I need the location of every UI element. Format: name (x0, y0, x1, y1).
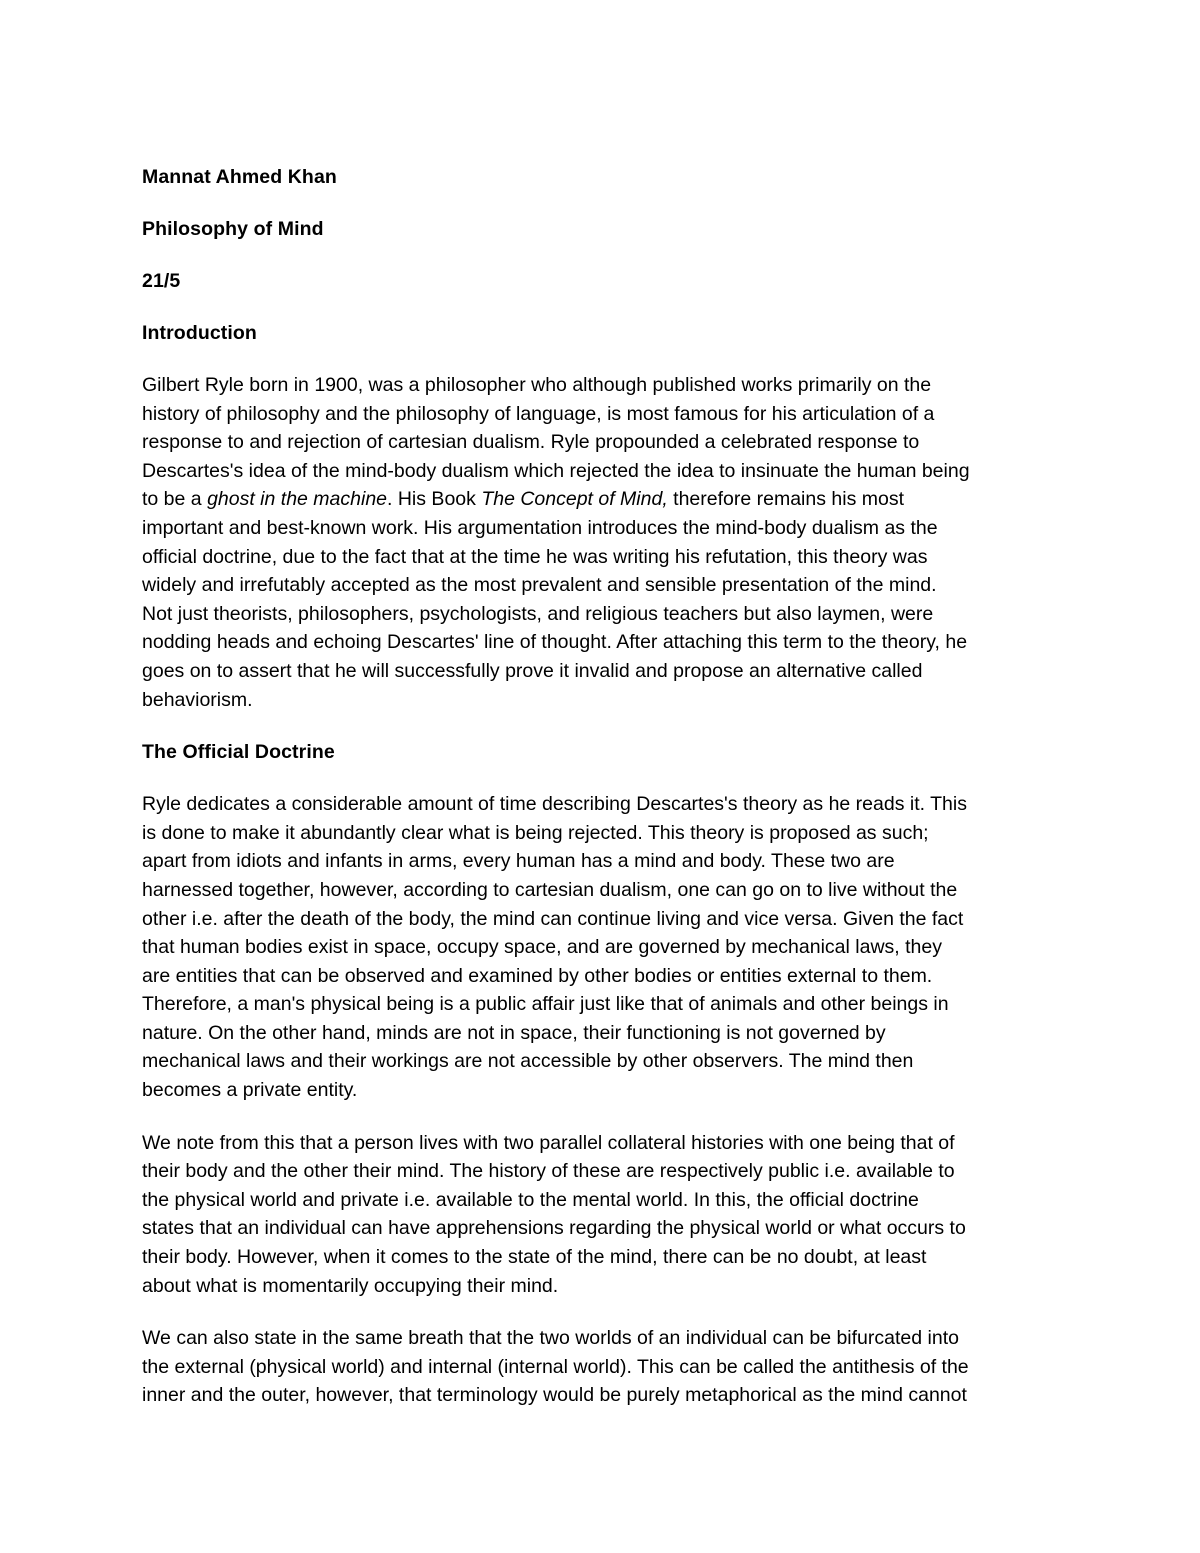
text-line: important and best-known work. His argumentation introduces the mind-body dualism as the (142, 516, 938, 539)
text-line: widely and irrefutably accepted as the most prevalent and sensible presentation of the mind. (142, 574, 937, 597)
text-line: their body. However, when it comes to the state of the mind, there can be no doubt, at least (142, 1246, 927, 1269)
document-page (142, 163, 1062, 1434)
paragraph-official-doctrine-2 (142, 1129, 1062, 1301)
paragraph-official-doctrine-3 (142, 1324, 1062, 1410)
text-line: inner and the outer, however, that terminology would be purely metaphorical as the mind cannot (142, 1384, 967, 1407)
text-line: becomes a private entity. (142, 1079, 358, 1102)
text-line: goes on to assert that he will successfully prove it invalid and propose an alternative called (142, 659, 923, 682)
text-line: the physical world and private i.e. available to the mental world. In this, the official doctrine (142, 1188, 919, 1211)
text-line: their body and the other their mind. The history of these are respectively public i.e. available to (142, 1160, 955, 1183)
text-line: We can also state in the same breath that the two worlds of an individual can be bifurcated into (142, 1327, 959, 1350)
text-line: that human bodies exist in space, occupy space, and are governed by mechanical laws, they (142, 936, 942, 959)
paragraph-introduction (142, 371, 1062, 714)
text-line: history of philosophy and the philosophy of language, is most famous for his articulation of a (142, 402, 935, 425)
text-line: official doctrine, due to the fact that at the time he was writing his refutation, this theory was (142, 545, 928, 568)
document-date: 21/5 (142, 270, 181, 292)
text-line: behaviorism. (142, 688, 253, 711)
text-line: about what is momentarily occupying their mind. (142, 1274, 559, 1297)
text-line: harnessed together, however, according to cartesian dualism, one can go on to live without the (142, 878, 958, 901)
text-line: mechanical laws and their workings are not accessible by other observers. The mind then (142, 1050, 914, 1073)
text-line: Ryle dedicates a considerable amount of time describing Descartes's theory as he reads it. This (142, 793, 967, 816)
course-title: Philosophy of Mind (142, 218, 324, 240)
text-line: nature. On the other hand, minds are not in space, their functioning is not governed by (142, 1021, 886, 1044)
text-line: nodding heads and echoing Descartes' line of thought. After attaching this term to the theory, he (142, 631, 968, 654)
author-name: Mannat Ahmed Khan (142, 166, 337, 188)
text-line: other i.e. after the death of the body, the mind can continue living and vice versa. Given the fact (142, 907, 964, 930)
text-line: the external (physical world) and internal (internal world). This can be called the antithesis of the (142, 1355, 969, 1378)
italic-phrase-ghost-in-the-machine: ghost in the machine (207, 488, 388, 511)
heading-introduction: Introduction (142, 322, 257, 344)
text-line: states that an individual can have apprehensions regarding the physical world or what occurs to (142, 1217, 966, 1240)
text-line: are entities that can be observed and examined by other bodies or entities external to them. (142, 964, 933, 987)
heading-official-doctrine: The Official Doctrine (142, 741, 335, 764)
text-line: Descartes's idea of the mind-body dualism which rejected the idea to insinuate the human being (142, 459, 970, 482)
text-line: Therefore, a man's physical being is a public affair just like that of animals and other beings in (142, 993, 949, 1016)
text-line: to be a ghost in the machine. His Book The Concept of Mind, therefore remains his most (142, 488, 905, 511)
text-line: We note from this that a person lives with two parallel collateral histories with one being that of (142, 1131, 955, 1154)
text-line: apart from idiots and infants in arms, every human has a mind and body. These two are (142, 850, 895, 873)
text-line: is done to make it abundantly clear what is being rejected. This theory is proposed as such; (142, 821, 929, 844)
text-line: Not just theorists, philosophers, psychologists, and religious teachers but also laymen, were (142, 602, 934, 625)
paragraph-official-doctrine-1 (142, 790, 1062, 1105)
italic-book-title: The Concept of Mind, (481, 488, 668, 511)
text-line: response to and rejection of cartesian dualism. Ryle propounded a celebrated response to (142, 431, 920, 454)
text-line: Gilbert Ryle born in 1900, was a philosopher who although published works primarily on the (142, 374, 932, 396)
